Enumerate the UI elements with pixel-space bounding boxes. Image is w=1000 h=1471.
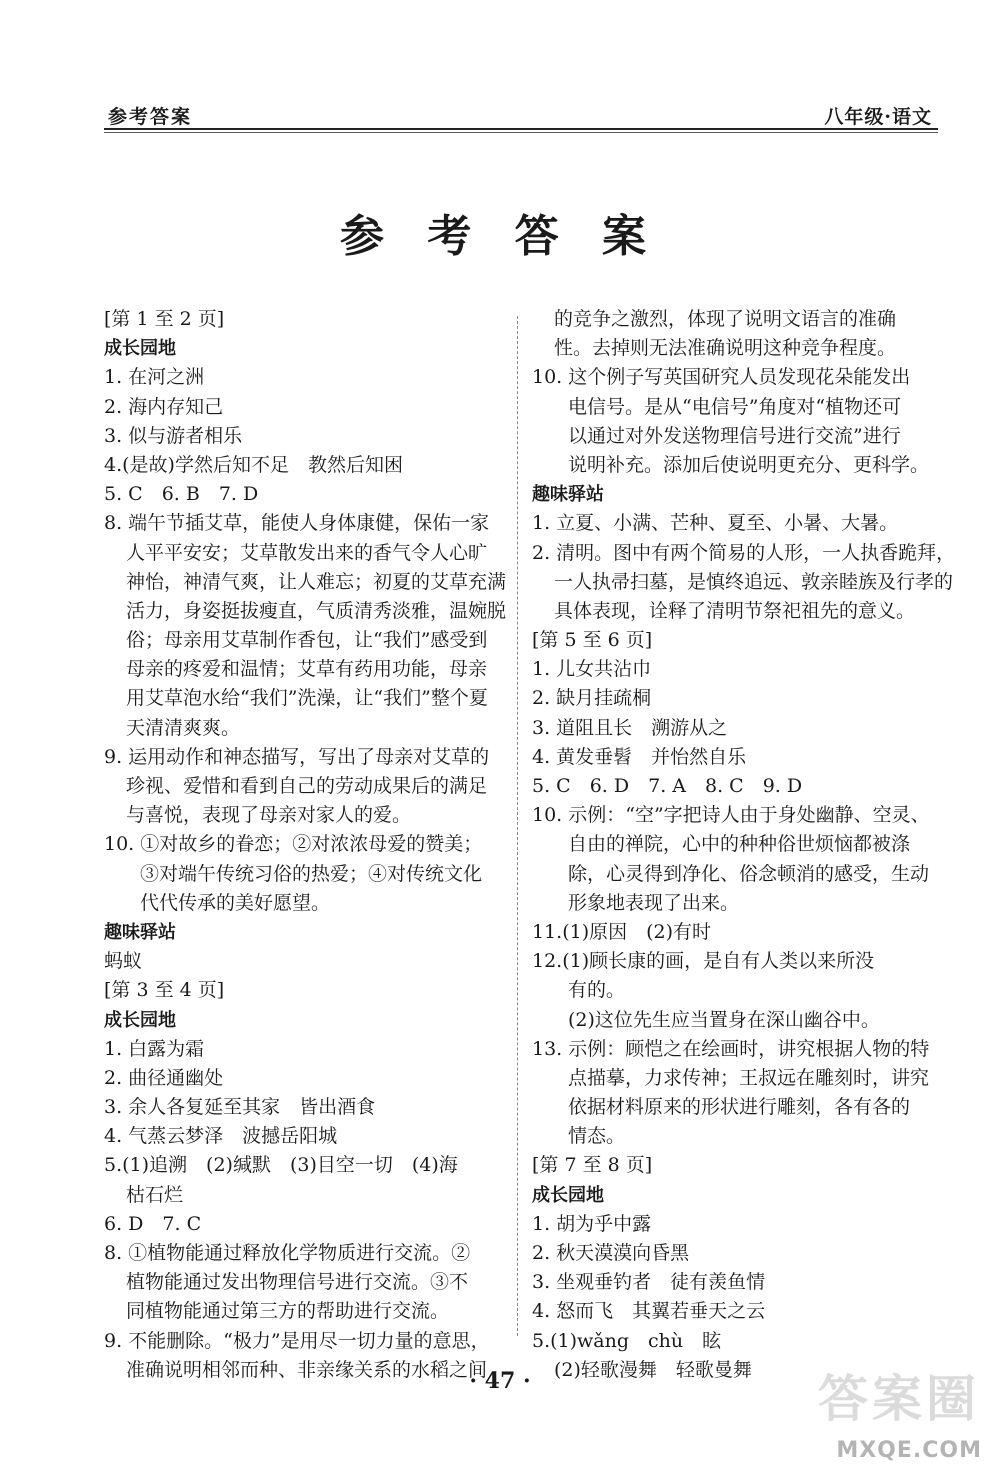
header-rule-thin — [104, 132, 938, 133]
answer-line: 9. 运用动作和神态描写，写出了母亲对艾草的 — [104, 745, 490, 768]
answer-line: [第 3 至 4 页] — [104, 979, 225, 1002]
answer-line: 一人执帚扫墓，是慎终追远、敦亲睦族及行孝的 — [554, 570, 954, 593]
answer-line: 4. 黄发垂髫 并怡然自乐 — [532, 745, 747, 768]
column-divider — [517, 316, 518, 1336]
answer-line: 同植物能通过第三方的帮助进行交流。 — [126, 1300, 450, 1323]
answer-line: 人平平安安；艾草散发出来的香气令人心旷 — [126, 541, 488, 564]
answer-line: 的竞争之激烈，体现了说明文语言的准确 — [554, 308, 897, 330]
page-number: · 47 · — [469, 1368, 531, 1394]
answer-line: 有的。 — [568, 979, 626, 1002]
answer-line: 以通过对外发送物理信号进行交流”进行 — [568, 424, 901, 447]
answer-line: 活力，身姿挺拔瘦直，气质清秀淡雅，温婉脱 — [126, 599, 507, 622]
answer-line: 枯石烂 — [126, 1183, 184, 1206]
answer-line: 2. 缺月挂疏桐 — [532, 687, 652, 710]
answer-line: 与喜悦，表现了母亲对家人的爱。 — [126, 804, 412, 827]
answer-line: 3. 道阻且长 溯游从之 — [532, 716, 728, 739]
answer-line: 4. 怒而飞 其翼若垂天之云 — [532, 1300, 766, 1323]
answer-line: 形象地表现了出来。 — [568, 891, 740, 914]
answer-line: 6. D 7. C — [104, 1212, 202, 1235]
answer-line: 神怡，神清气爽，让人难忘；初夏的艾草充满 — [126, 570, 507, 593]
answer-line: [第 7 至 8 页] — [532, 1154, 653, 1177]
answer-line: 用艾草泡水给“我们”洗澡，让“我们”整个夏 — [126, 687, 488, 710]
answer-line: 10. ①对故乡的眷恋；②对浓浓母爱的赞美； — [104, 833, 483, 856]
answer-line: 9. 不能删除。“极力”是用尽一切力量的意思， — [104, 1329, 490, 1352]
answer-line: 除，心灵得到净化、俗念顿消的感受，生动 — [568, 862, 930, 885]
answer-line: 5.(1)追溯 (2)缄默 (3)目空一切 (4)海 — [104, 1154, 458, 1177]
section-heading: 趣味驿站 — [104, 921, 176, 943]
answer-line: 2. 海内存知己 — [104, 395, 224, 418]
section-heading: 成长园地 — [532, 1184, 604, 1206]
section-heading: 成长园地 — [104, 1009, 176, 1031]
section-heading: 成长园地 — [104, 338, 176, 360]
answer-line: 情态。 — [568, 1125, 626, 1148]
answer-line: 8. ①植物能通过释放化学物质进行交流。② — [104, 1242, 471, 1264]
answer-line: 4. 气蒸云梦泽 波撼岳阳城 — [104, 1125, 338, 1148]
header-right-label: 八年级·语文 — [824, 106, 932, 128]
right-column — [532, 305, 956, 1385]
answer-line: 2. 秋天漠漠向昏黑 — [532, 1242, 690, 1264]
header-left-label: 参考答案 — [108, 106, 193, 128]
answer-line: 具体表现，诠释了清明节祭祀祖先的意义。 — [554, 599, 916, 622]
answer-line: 2. 曲径通幽处 — [104, 1066, 224, 1089]
answer-line: 5.(1)wǎng chù 眩 — [532, 1329, 722, 1352]
answer-line: 10. 这个例子写英国研究人员发现花朵能发出 — [532, 366, 911, 389]
answer-line: 说明补充。添加后使说明更充分、更科学。 — [568, 453, 930, 476]
watermark-url: MXQE.COM — [836, 1438, 982, 1463]
answer-line: 5. C 6. D 7. A 8. C 9. D — [532, 775, 803, 797]
page-title: 参 考 答 案 — [340, 211, 660, 262]
answer-line: 植物能通过发出物理信号进行交流。③不 — [126, 1271, 469, 1294]
answer-line: 11.(1)原因 (2)有时 — [532, 920, 712, 943]
answer-line: 性。去掉则无法准确说明这种竞争程度。 — [554, 337, 897, 360]
answer-line: 8. 端午节插艾草，能使人身体康健，保佑一家 — [104, 512, 490, 535]
answer-line: 电信号。是从“电信号”角度对“植物还可 — [568, 395, 902, 418]
answer-line: 3. 似与游者相乐 — [104, 424, 243, 447]
watermark-logo: 答案圈 — [818, 1370, 980, 1428]
answer-line: 准确说明相邻而种、非亲缘关系的水稻之间 — [126, 1358, 488, 1381]
answer-line: 俗；母亲用艾草制作香包，让“我们”感受到 — [126, 629, 488, 652]
left-column — [104, 305, 507, 1385]
answer-line: (2)轻歌漫舞 轻歌曼舞 — [554, 1358, 752, 1381]
answer-line: 1. 白露为霜 — [104, 1037, 205, 1060]
answer-line: 依据材料原来的形状进行雕刻，各有各的 — [568, 1096, 911, 1119]
answer-line: 代代传承的美好愿望。 — [140, 891, 331, 914]
answer-line: 1. 胡为乎中露 — [532, 1212, 652, 1235]
answer-line: 珍视、爱惜和看到自己的劳动成果后的满足 — [126, 775, 488, 797]
header-rule — [104, 128, 938, 130]
answer-line: 点描摹，力求传神；王叔远在雕刻时，讲究 — [568, 1066, 930, 1089]
answer-line: 1. 立夏、小满、芒种、夏至、小暑、大暑。 — [532, 512, 899, 535]
answer-line: 自由的禅院，心中的种种俗世烦恼都被涤 — [568, 833, 911, 856]
answer-line: [第 5 至 6 页] — [532, 629, 653, 652]
answer-line: 13. 示例：顾恺之在绘画时，讲究根据人物的特 — [532, 1037, 930, 1060]
answer-line: 2. 清明。图中有两个简易的人形，一人执香跪拜， — [532, 541, 956, 564]
answer-line: ③对端午传统习俗的热爱；④对传统文化 — [140, 862, 483, 885]
answer-line: 10. 示例：“空”字把诗人由于身处幽静、空灵、 — [532, 804, 930, 827]
section-heading: 趣味驿站 — [532, 484, 604, 506]
answer-line: 12.(1)顾长康的画，是自有人类以来所没 — [532, 950, 875, 973]
answer-line: 4.(是故)学然后知不足 教然后知困 — [104, 453, 403, 476]
answer-line: 1. 在河之洲 — [104, 366, 205, 389]
answer-line: 3. 余人各复延至其家 皆出酒食 — [104, 1096, 376, 1119]
answer-line: 蚂蚁 — [104, 950, 143, 973]
answer-line: 3. 坐观垂钓者 徒有羡鱼情 — [532, 1271, 766, 1294]
answer-line: 5. C 6. B 7. D — [104, 483, 259, 506]
answer-line: (2)这位先生应当置身在深山幽谷中。 — [568, 1008, 880, 1031]
answer-line: [第 1 至 2 页] — [104, 308, 225, 330]
answer-line: 母亲的疼爱和温情；艾草有药用功能，母亲 — [126, 658, 488, 681]
answer-line: 1. 儿女共沾巾 — [532, 658, 652, 681]
answer-line: 天清清爽爽。 — [126, 716, 241, 739]
